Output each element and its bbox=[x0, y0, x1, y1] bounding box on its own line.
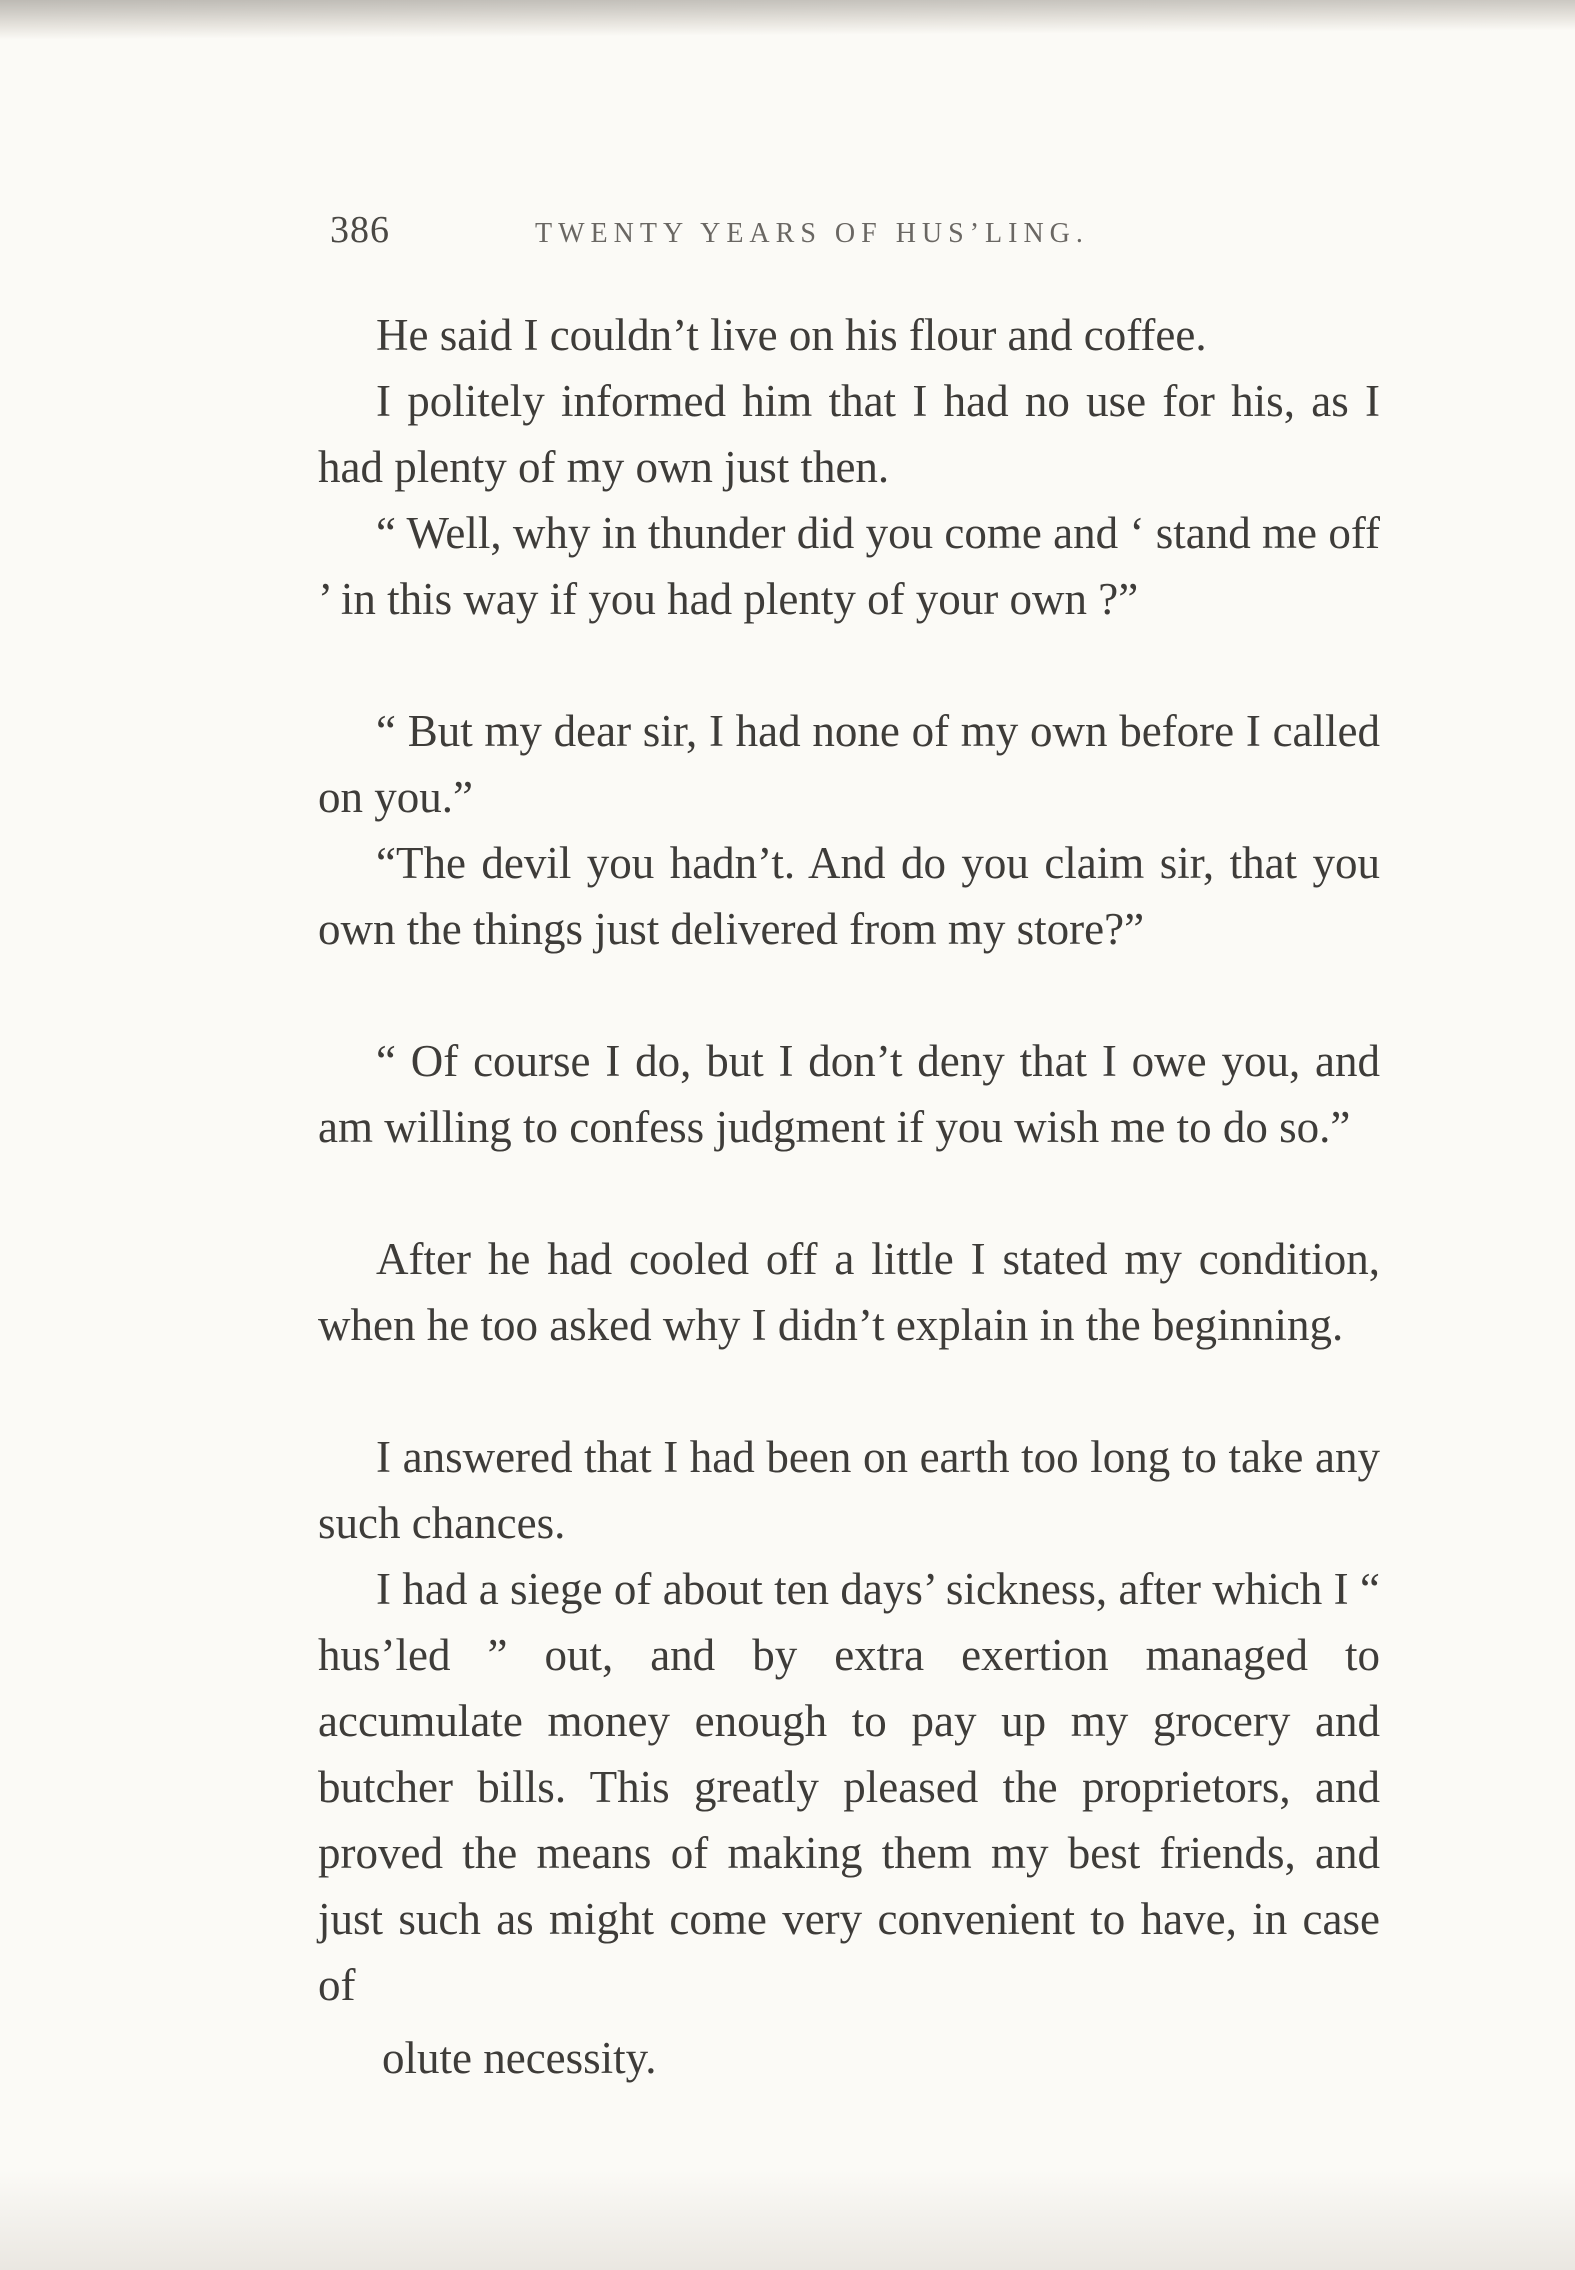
paragraph-8: I answered that I had been on earth too long to take any such chances. bbox=[318, 1432, 1380, 1548]
paragraph-3: “ Well, why in thunder did you come and ‘ stand me off ’ in this way if you had plenty of your own ?” bbox=[318, 508, 1380, 624]
paragraph-9: I had a siege of about ten days’ sickness, after which I “ hus’led ” out, and by extra exertion managed to accumulate money enough to pay up my grocery and butcher bills. This greatly pleased the proprietors, and proved the means of making them my best friends, and just such as might come very convenient to have, in case of bbox=[318, 1564, 1380, 2010]
last-line: olute necessity. bbox=[382, 2033, 657, 2083]
paragraph-4: “ But my dear sir, I had none of my own before I called on you.” bbox=[318, 706, 1380, 822]
running-title: TWENTY YEARS OF HUS’LING. bbox=[535, 218, 1089, 249]
paragraph-1: He said I couldn’t live on his flour and coffee. bbox=[376, 310, 1207, 360]
paragraph-2: I politely informed him that I had no use for his, as I had plenty of my own just then. bbox=[318, 376, 1380, 492]
page-bottom-edge-shadow bbox=[0, 2170, 1575, 2270]
page-top-edge-shadow bbox=[0, 0, 1575, 40]
paragraph-7: After he had cooled off a little I stated my condition, when he too asked why I didn’t explain in the beginning. bbox=[318, 1234, 1380, 1350]
page-number: 386 bbox=[330, 209, 390, 251]
paragraph-5: “The devil you hadn’t. And do you claim sir, that you own the things just delivered from my store?” bbox=[318, 838, 1380, 954]
paragraph-6: “ Of course I do, but I don’t deny that I owe you, and am willing to confess judgment if you wish me to do so.” bbox=[318, 1036, 1380, 1152]
page-header bbox=[330, 208, 1380, 268]
